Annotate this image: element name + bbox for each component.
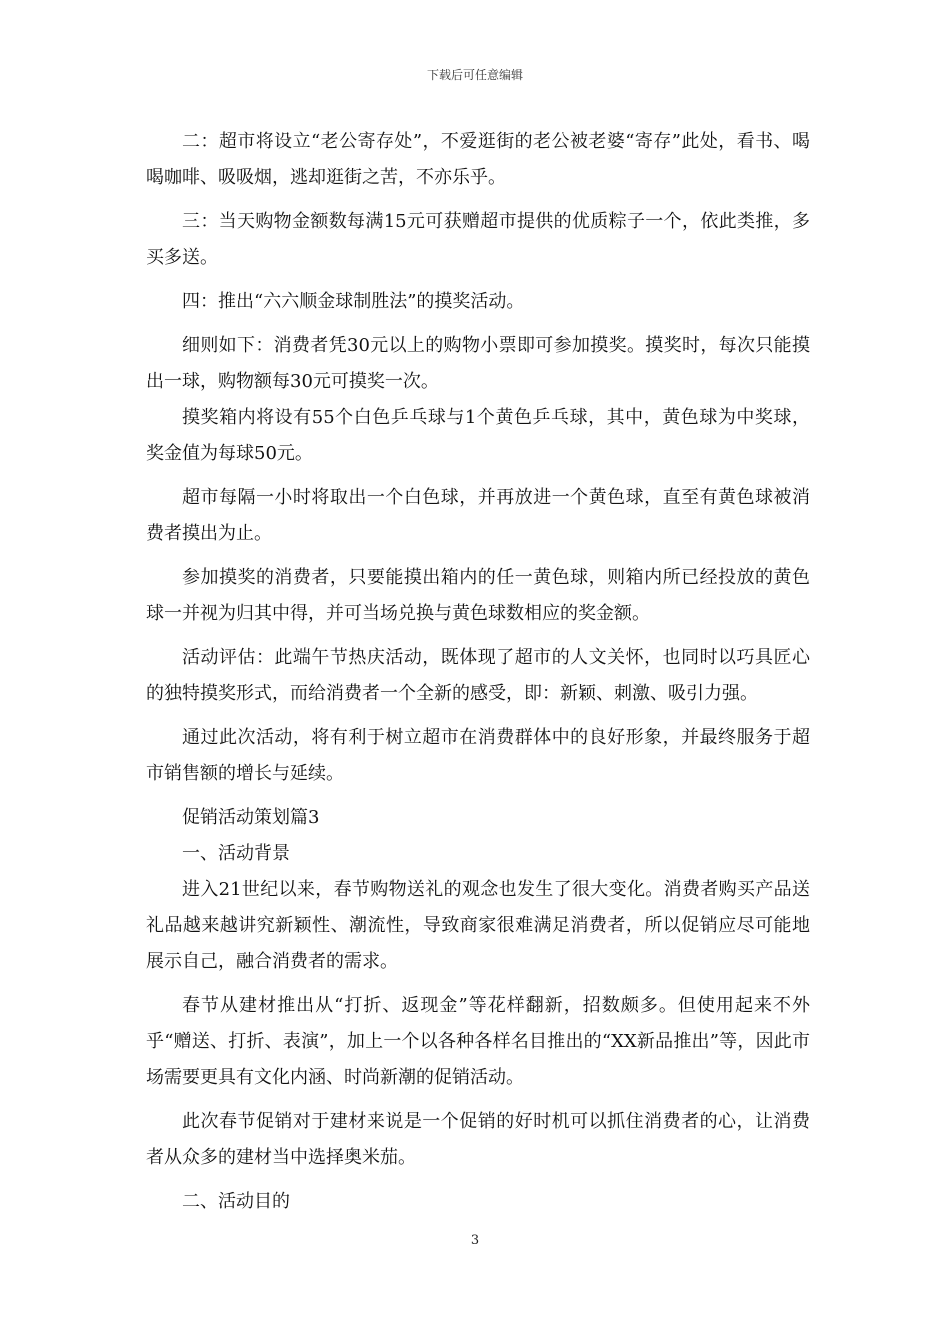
section-heading: 二、活动目的 xyxy=(182,1191,290,1212)
page-number: 3 xyxy=(470,1233,480,1248)
paragraph: 参加摸奖的消费者，只要能摸出箱内的任一黄色球，则箱内所已经投放的黄色球一并视为归其中得，并可当场兑换与黄色球数相应的奖金额。 xyxy=(146,567,810,624)
paragraph: 二：超市将设立“老公寄存处”，不爱逛街的老公被老婆“寄存”此处，看书、喝喝咖啡、吸吸烟，逃却逛街之苦，不亦乐乎。 xyxy=(146,131,810,188)
paragraph: 四：推出“六六顺金球制胜法”的摸奖活动。 xyxy=(182,291,525,312)
paragraph: 通过此次活动，将有利于树立超市在消费群体中的良好形象，并最终服务于超市销售额的增长与延续。 xyxy=(146,727,810,784)
paragraph: 细则如下：消费者凭30元以上的购物小票即可参加摸奖。摸奖时，每次只能摸出一球，购物额每30元可摸奖一次。 xyxy=(146,335,810,392)
paragraph: 摸奖箱内将设有55个白色乒乓球与1个黄色乒乓球，其中，黄色球为中奖球，奖金值为每球50元。 xyxy=(146,407,810,464)
paragraph: 超市每隔一小时将取出一个白色球，并再放进一个黄色球，直至有黄色球被消费者摸出为止。 xyxy=(146,487,810,544)
paragraph: 春节从建材推出从“打折、返现金”等花样翻新，招数颇多。但使用起来不外乎“赠送、打折、表演”，加上一个以各种各样名目推出的“XX新品推出”等，因此市场需要更具有文化内涵、时尚新潮的促销活动。 xyxy=(146,995,810,1088)
page-header: 下载后可任意编辑 xyxy=(426,68,523,82)
document-body xyxy=(146,124,810,1228)
paragraph: 此次春节促销对于建材来说是一个促销的好时机可以抓住消费者的心，让消费者从众多的建材当中选择奥米茄。 xyxy=(146,1111,810,1168)
paragraph: 进入21世纪以来，春节购物送礼的观念也发生了很大变化。消费者购买产品送礼品越来越讲究新颖性、潮流性，导致商家很难满足消费者，所以促销应尽可能地展示自己，融合消费者的需求。 xyxy=(146,879,810,972)
paragraph: 活动评估：此端午节热庆活动，既体现了超市的人文关怀，也同时以巧具匠心的独特摸奖形式，而给消费者一个全新的感受，即：新颖、刺激、吸引力强。 xyxy=(146,647,810,704)
paragraph: 三：当天购物金额数每满15元可获赠超市提供的优质粽子一个，依此类推，多买多送。 xyxy=(146,211,810,268)
section-heading: 一、活动背景 xyxy=(182,843,290,864)
section-title: 促销活动策划篇3 xyxy=(182,807,320,828)
